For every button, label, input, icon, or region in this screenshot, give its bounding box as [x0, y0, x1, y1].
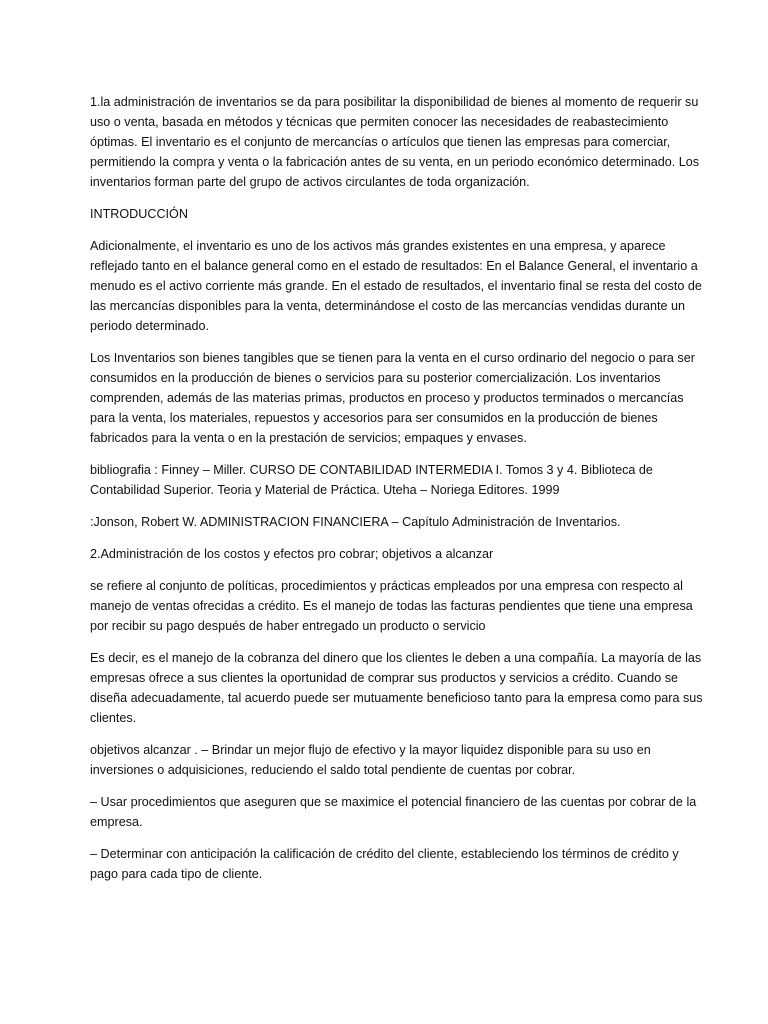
- paragraph-objective-procedures: – Usar procedimientos que aseguren que se maximice el potencial financiero de las cuentas por cobrar de la empresa.: [90, 795, 697, 829]
- paragraph-tangible-goods: Los Inventarios son bienes tangibles que se tienen para la venta en el curso ordinario del negocio o para ser consumidos en la producción de bienes o servicios para su posterior comercialización. Los inventarios comprenden, además de las materias primas, productos en proceso y productos terminados o mercancías para la venta, los materiales, repuestos y accesorios para ser consumidos en la producción de bienes fabricados para la venta o en la prestación de servicios; empaques y envases.: [90, 351, 695, 445]
- paragraph-inventory-administration: 1.la administración de inventarios se da para posibilitar la disponibilidad de bienes al momento de requerir su uso o venta, basada en métodos y técnicas que permiten conocer las necesidades de reabastecimiento óptimas. El inventario es el conjunto de mercancías o artículos que tienen las empresas para comerciar, permitiendo la compra y venta o la fabricación antes de su venta, en un periodo económico determinado. Los inventarios forman parte del grupo de activos circulantes de toda organización.: [90, 95, 700, 189]
- section-heading-receivables: 2.Administración de los costos y efectos pro cobrar; objetivos a alcanzar: [90, 547, 494, 561]
- paragraph-bibliography-jonson: :Jonson, Robert W. ADMINISTRACION FINANCIERA – Capítulo Administración de Inventarios.: [90, 515, 621, 529]
- paragraph-collection: Es decir, es el manejo de la cobranza del dinero que los clientes le deben a una compañía. La mayoría de las empresas ofrece a sus clientes la oportunidad de comprar sus productos y servicios a crédito. Cuando se diseña adecuadamente, tal acuerdo puede ser mutuamente beneficioso tanto para la empresa como para sus clientes.: [90, 651, 703, 725]
- paragraph-credit-policies: se refiere al conjunto de políticas, procedimientos y prácticas empleados por una empresa con respecto al manejo de ventas ofrecidas a crédito. Es el manejo de todas las facturas pendientes que tiene una empresa por recibir su pago después de haber entregado un producto o servicio: [90, 579, 693, 633]
- paragraph-objective-cash-flow: objetivos alcanzar . – Brindar un mejor flujo de efectivo y la mayor liquidez disponible para su uso en inversiones o adquisiciones, reduciendo el saldo total pendiente de cuentas por cobrar.: [90, 743, 651, 777]
- paragraph-bibliography: bibliografia : Finney – Miller. CURSO DE CONTABILIDAD INTERMEDIA I. Tomos 3 y 4. Biblioteca de Contabilidad Superior. Teoria y Material de Práctica. Uteha – Noriega Editores. 1999: [90, 463, 653, 497]
- paragraph-inventory-assets: Adicionalmente, el inventario es uno de los activos más grandes existentes en una empresa, y aparece reflejado tanto en el balance general como en el estado de resultados: En el Balance General, el inventario a menudo es el activo corriente más grande. En el estado de resultados, el inventario final se resta del costo de las mercancías disponibles para la venta, determinándose el costo de las mercancías vendidas durante un periodo determinado.: [90, 239, 702, 333]
- heading-introduccion: INTRODUCCIÓN: [90, 207, 188, 221]
- paragraph-objective-credit-rating: – Determinar con anticipación la calificación de crédito del cliente, estableciendo los términos de crédito y pago para cada tipo de cliente.: [90, 847, 679, 881]
